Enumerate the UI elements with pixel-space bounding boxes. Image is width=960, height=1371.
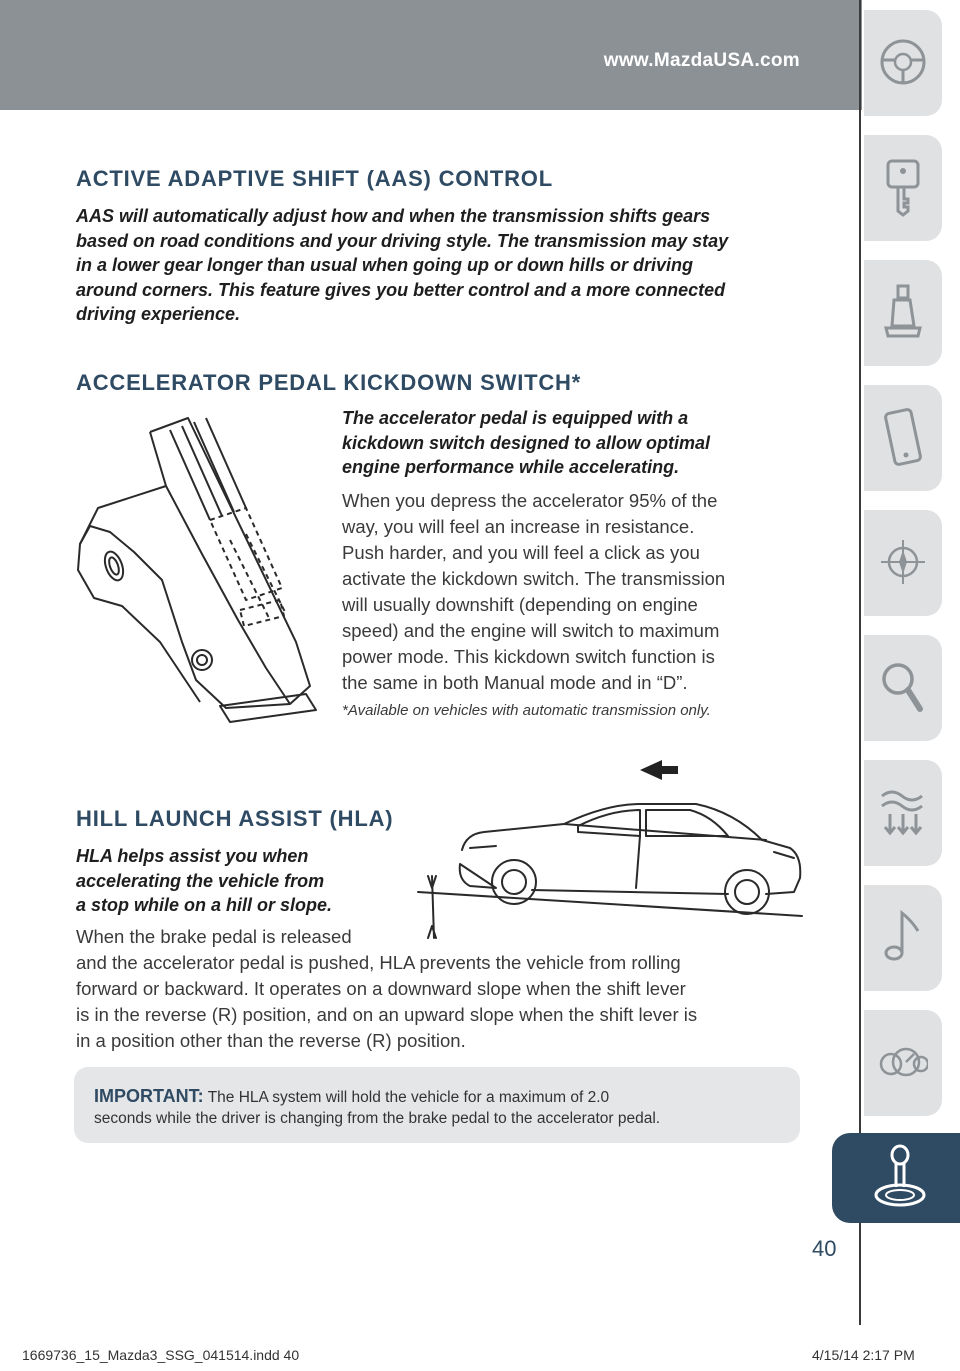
kickdown-body-line: Push harder, and you will feel a click as you	[342, 542, 700, 563]
tab-keys[interactable]	[864, 135, 942, 241]
hla-body-line: forward or backward. It operates on a downward slope when the shift lever	[76, 978, 686, 999]
aas-intro-line: driving experience.	[76, 304, 241, 324]
aas-intro	[76, 204, 816, 327]
kickdown-section-title: ACCELERATOR PEDAL KICKDOWN SWITCH*	[76, 370, 582, 395]
kickdown-body	[342, 488, 812, 696]
aas-section-title: ACTIVE ADAPTIVE SHIFT (AAS) CONTROL	[76, 166, 553, 191]
kickdown-intro-line: engine performance while accelerating.	[342, 457, 680, 477]
steering-wheel-icon	[878, 32, 928, 92]
shift-lever-icon	[872, 1143, 928, 1213]
hla-body	[76, 924, 816, 1054]
print-slug: 1669736_15_Mazda3_SSG_041514.indd 40	[22, 1347, 300, 1363]
important-text	[94, 1086, 784, 1129]
aas-intro-line: around corners. This feature gives you better control and a more connected	[76, 279, 726, 300]
kickdown-body-line: power mode. This kickdown switch function is	[342, 646, 715, 667]
hla-intro-line: a stop while on a hill or slope.	[76, 895, 333, 915]
aas-intro-line: in a lower gear longer than usual when going up or down hills or driving	[76, 255, 694, 275]
tab-audio[interactable]	[864, 885, 942, 991]
important-label: IMPORTANT:	[94, 1086, 204, 1106]
aas-intro-line: based on road conditions and your driving style. The transmission may stay	[76, 230, 729, 251]
key-icon	[878, 157, 928, 217]
tab-steering[interactable]	[864, 10, 942, 116]
tab-seats[interactable]	[864, 260, 942, 366]
kickdown-footnote: *Available on vehicles with automatic transmission only.	[342, 702, 711, 719]
kickdown-body-line: speed) and the engine will switch to maximum	[342, 620, 720, 641]
hla-body-line: is in the reverse (R) position, and on an upward slope when the shift lever is	[76, 1004, 698, 1025]
hla-body-line: and the accelerator pedal is pushed, HLA prevents the vehicle from rolling	[76, 952, 681, 973]
phone-icon	[878, 407, 928, 467]
tab-transmission[interactable]	[832, 1133, 960, 1223]
page-number: 40	[812, 1236, 837, 1261]
tab-navigation[interactable]	[864, 510, 942, 616]
hla-body-line: in a position other than the reverse (R) position.	[76, 1030, 466, 1051]
important-line-1: The HLA system will hold the vehicle for a maximum of 2.0	[207, 1089, 610, 1106]
magnifier-icon	[878, 657, 928, 717]
aas-intro-line: AAS will automatically adjust how and when the transmission shifts gears	[76, 206, 711, 226]
kickdown-body-line: will usually downshift (depending on engine	[342, 594, 698, 615]
hla-body-line: When the brake pedal is released	[76, 926, 352, 947]
climate-icon	[878, 782, 928, 842]
tab-phone[interactable]	[864, 385, 942, 491]
seat-icon	[878, 282, 928, 342]
hla-intro-line: accelerating the vehicle from	[76, 870, 325, 891]
accelerator-pedal-illustration	[70, 410, 330, 740]
important-note	[74, 1067, 800, 1143]
kickdown-intro	[342, 406, 782, 480]
site-url[interactable]: www.MazdaUSA.com	[603, 50, 800, 71]
important-line-2: seconds while the driver is changing from the brake pedal to the accelerator pedal.	[94, 1110, 661, 1127]
kickdown-body-line: When you depress the accelerator 95% of the	[342, 490, 718, 511]
kickdown-body-line: way, you will feel an increase in resistance.	[342, 516, 695, 537]
kickdown-body-line: the same in both Manual mode and in “D”.	[342, 672, 688, 693]
print-timestamp: 4/15/14 2:17 PM	[812, 1347, 915, 1363]
tab-gauges[interactable]	[864, 1010, 942, 1116]
tab-climate[interactable]	[864, 760, 942, 866]
music-note-icon	[878, 907, 928, 967]
compass-icon	[878, 532, 928, 592]
hla-intro-line: HLA helps assist you when	[76, 846, 309, 866]
gauges-icon	[878, 1032, 928, 1092]
hill-launch-car-illustration	[414, 752, 808, 948]
tab-search[interactable]	[864, 635, 942, 741]
kickdown-intro-line: The accelerator pedal is equipped with a	[342, 408, 689, 428]
kickdown-body-line: activate the kickdown switch. The transmission	[342, 568, 726, 589]
hla-intro	[76, 844, 406, 918]
arrow-left-icon	[640, 760, 678, 780]
kickdown-intro-line: kickdown switch designed to allow optimal	[342, 432, 711, 453]
hla-section-title: HILL LAUNCH ASSIST (HLA)	[76, 806, 394, 831]
sidebar-divider	[859, 0, 861, 1325]
